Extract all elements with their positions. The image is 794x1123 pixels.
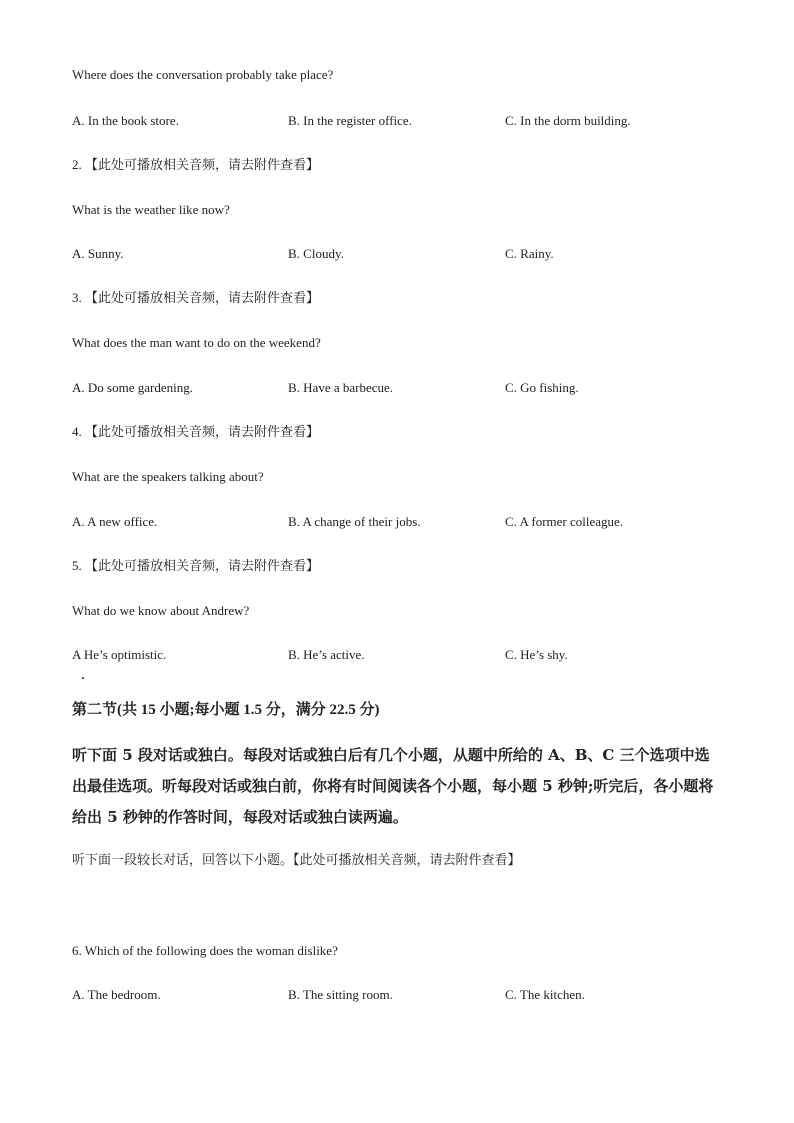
question-4-option-c: C. A former colleague. (505, 514, 624, 529)
question-5-stem: What do we know about Andrew? (72, 603, 250, 618)
question-1-option-a: A. In the book store. (72, 113, 179, 128)
question-4-header (72, 423, 319, 442)
question-6-option-b: B. The sitting room. (288, 987, 393, 1002)
question-3-option-c: C. Go fishing. (505, 380, 579, 395)
question-4-option-b: B. A change of their jobs. (288, 514, 421, 529)
dialogue-prompt[interactable]: 听下面一段较长对话，回答以下小题。【此处可播放相关音频，请去附件查看】 (72, 853, 521, 868)
section-2-title: 第二节(共 15 小题;每小题 1.5 分，满分 22.5 分) (72, 702, 380, 718)
question-6-option-c: C. The kitchen. (505, 987, 585, 1002)
question-3-header (72, 289, 319, 308)
question-5-number: 5. (72, 558, 82, 573)
question-2-header (72, 156, 319, 175)
question-2-stem: What is the weather like now? (72, 202, 230, 217)
question-1-stem: Where does the conversation probably take place? (72, 67, 334, 82)
question-3-option-a: A. Do some gardening. (72, 380, 193, 395)
question-2-audio-note[interactable]: 【此处可播放相关音频，请去附件查看】 (85, 158, 320, 173)
question-5-option-a: A He’s optimistic. (72, 647, 167, 662)
question-4-audio-note[interactable]: 【此处可播放相关音频，请去附件查看】 (85, 425, 320, 440)
question-4-stem: What are the speakers talking about? (72, 469, 264, 484)
question-6-stem: 6. Which of the following does the woman dislike? (72, 943, 338, 958)
question-3-stem: What does the man want to do on the weekend? (72, 335, 321, 350)
question-6-option-a: A. The bedroom. (72, 987, 161, 1002)
question-2-option-a: A. Sunny. (72, 246, 124, 261)
stray-mark (82, 677, 84, 679)
question-3-number: 3. (72, 290, 82, 305)
question-5-option-c: C. He’s shy. (505, 647, 568, 662)
question-3-option-b: B. Have a barbecue. (288, 380, 394, 395)
question-5-option-b: B. He’s active. (288, 647, 365, 662)
question-2-number: 2. (72, 157, 82, 172)
question-5-audio-note[interactable]: 【此处可播放相关音频，请去附件查看】 (85, 559, 320, 574)
section-2-instructions: 听下面 5 段对话或独白。每段对话或独白后有几个小题，从题中所给的 A、B、C 三个选项中选出最佳选项。听每段对话或独白前，你将有时间阅读各个小题，每小题 5 秒钟;听完后，各小题将给出 5 秒钟的作答时间，每段对话或独白读两遍。 (72, 746, 714, 826)
question-4-number: 4. (72, 424, 82, 439)
question-1-option-c: C. In the dorm building. (505, 113, 631, 128)
question-2-option-b: B. Cloudy. (288, 246, 344, 261)
question-4-option-a: A. A new office. (72, 514, 158, 529)
question-1-option-b: B. In the register office. (288, 113, 412, 128)
question-5-header (72, 557, 319, 576)
question-3-audio-note[interactable]: 【此处可播放相关音频，请去附件查看】 (85, 291, 320, 306)
question-2-option-c: C. Rainy. (505, 246, 554, 261)
